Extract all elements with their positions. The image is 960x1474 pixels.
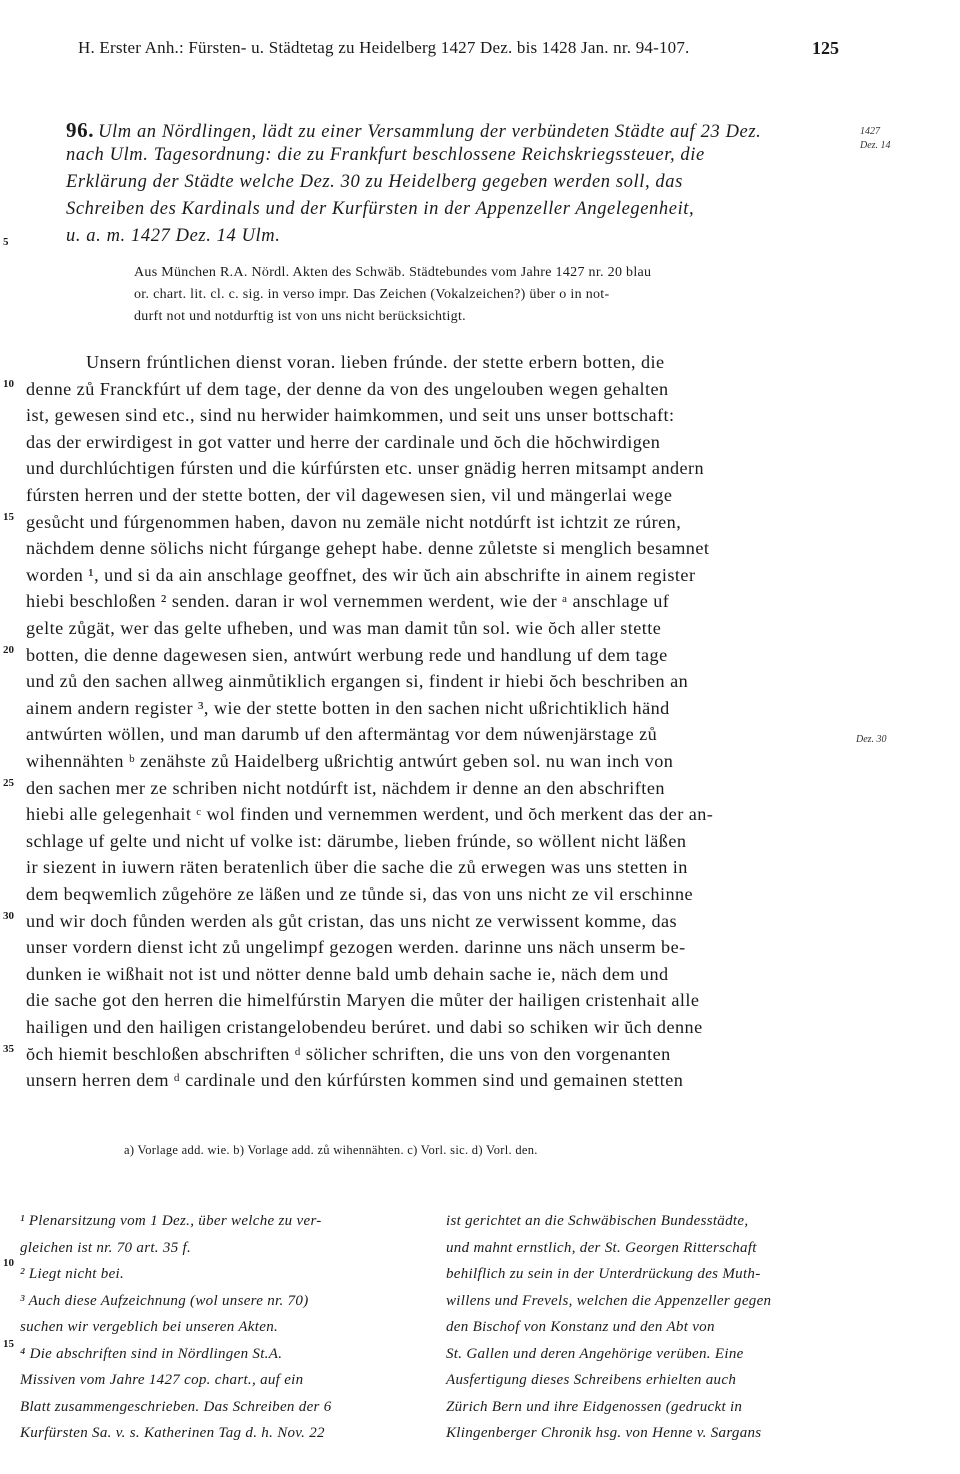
- body-line: worden ¹, und si da ain anschlage geoffnet, des wir ŭch ain abschrifte in ainem register: [26, 564, 696, 585]
- line-number-5: 5: [3, 236, 9, 248]
- body-line: dem beqwemlich zůgehöre ze läßen und ze tůnde si, das von uns nicht ze vil erschinne: [26, 884, 694, 904]
- body-line: denne zů Franckfúrt uf dem tage, der denne da von des ungelouben wegen gehalten: [26, 378, 669, 399]
- line-number-25: 25: [3, 777, 14, 789]
- body-line: Unsern frúntlichen dienst voran. lieben frúnde. der stette erbern botten, die: [86, 352, 665, 372]
- body-line: und zů den sachen allweg ainmůtiklich ergangen si, findent ir hiebi ŏch beschriben an: [26, 671, 689, 692]
- line-number-15: 15: [3, 511, 14, 523]
- page-number: 125: [812, 38, 839, 58]
- body-line: schlage uf gelte und nicht uf volke ist: därumbe, lieben frúnde, so wöllent nicht läßen: [26, 830, 687, 851]
- footnote-line-number-10: 10: [3, 1257, 14, 1269]
- footnote-right-line: Klingenberger Chronik hsg. von Henne v. Sargans: [446, 1425, 762, 1441]
- regest-line-3: Erklärung der Städte welche Dez. 30 zu Heidelberg gegeben werden soll, das: [66, 172, 683, 192]
- critical-apparatus: a) Vorlage add. wie. b) Vorlage add. zů wihennähten. c) Vorl. sic. d) Vorl. den.: [124, 1143, 538, 1157]
- body-line: fúrsten herren und der stette botten, der vil dagewesen sien, vil und mängerlai wege: [26, 485, 673, 505]
- footnote-left-line: Blatt zusammengeschrieben. Das Schreiben der 6: [20, 1398, 332, 1415]
- footnote-left-line: Kurfürsten Sa. v. s. Katherinen Tag d. h. Nov. 22: [20, 1425, 325, 1441]
- footnote-left-line: ² Liegt nicht bei.: [20, 1266, 125, 1282]
- body-line: gelte zůgät, wer das gelte ufheben, und was man damit tůn sol. wie ŏch aller stette: [26, 618, 662, 638]
- body-line: die sache got den herren die himelfúrstin Maryen die můter der hailigen cristenhait alle: [26, 990, 700, 1011]
- margin-date-year: 1427: [860, 126, 880, 137]
- body-line: wihennähten ᵇ zenähste zů Haidelberg ußrichtig antwúrt geben sol. nu wan inch von: [26, 751, 674, 771]
- body-line: und durchlúchtigen fúrsten und die kúrfúrsten etc. unser gnädig herren mitsampt andern: [26, 458, 705, 479]
- body-line: hailigen und den hailigen cristangelobendeu berúret. und dabi so schiken wir ŭch denne: [26, 1017, 703, 1037]
- body-line: unsern herren dem ᵈ cardinale und den kúrfúrsten kommen sind und gemainen stetten: [26, 1070, 684, 1091]
- body-line: unser vordern dienst icht zů ungelimpf gezogen werden. darinne uns näch unserm be-: [26, 937, 686, 958]
- footnote-right-line: willens und Frevels, welchen die Appenzeller gegen: [446, 1292, 772, 1309]
- body-line: botten, die denne dagewesen sien, antwúrt werbung rede und handlung uf dem tage: [26, 644, 668, 665]
- body-line: antwúrten wöllen, und man darumb uf den aftermäntag vor dem núwenjärstage zů: [26, 724, 658, 745]
- body-line: gesůcht und fúrgenommen haben, davon nu zemäle nicht notdúrft ist ichtzit ze rúren,: [26, 511, 682, 532]
- footnote-left-line: ⁴ Die abschriften sind in Nördlingen St.A.: [20, 1345, 283, 1362]
- footnote-left-line: suchen wir vergeblich bei unseren Akten.: [20, 1319, 279, 1335]
- body-line: ainem andern register ³, wie der stette botten in den sachen nicht ußrichtiklich händ: [26, 697, 670, 718]
- body-line: dunken ie wißhait not ist und nötter denne bald umb dehain sache ie, näch dem und: [26, 963, 669, 984]
- footnote-right-line: Ausfertigung dieses Schreibens erhielten auch: [446, 1372, 737, 1388]
- regest-line-5: u. a. m. 1427 Dez. 14 Ulm.: [66, 226, 281, 246]
- body-line: und wir doch fůnden werden als gůt cristan, das uns nicht ze verwissent komme, das: [26, 910, 678, 931]
- source-line-1: Aus München R.A. Nördl. Akten des Schwäb. Städtebundes vom Jahre 1427 nr. 20 blau: [134, 265, 652, 280]
- footnote-right-line: behilflich zu sein in der Unterdrückung des Muth-: [446, 1266, 761, 1282]
- margin-date-body: Dez. 30: [856, 734, 887, 745]
- document-number: 96.: [66, 118, 95, 142]
- body-line: hiebi beschloßen ² senden. daran ir wol vernemmen werdent, wie der ᵃ anschlage uf: [26, 591, 670, 612]
- footnote-right-line: ist gerichtet an die Schwäbischen Bundesstädte,: [446, 1213, 749, 1229]
- source-line-2: or. chart. lit. cl. c. sig. in verso impr. Das Zeichen (Vokalzeichen?) über o in not-: [134, 287, 610, 302]
- body-line: ŏch hiemit beschloßen abschriften ᵈ sölicher schriften, die uns von den vorgenanten: [26, 1043, 671, 1064]
- footnote-right-line: und mahnt ernstlich, der St. Georgen Ritterschaft: [446, 1239, 757, 1256]
- body-line: ir siezent in iuwern räten beratenlich über die sache die zů erwegen was uns stetten in: [26, 857, 688, 878]
- margin-date-day: Dez. 14: [860, 140, 891, 151]
- footnote-left-line: ³ Auch diese Aufzeichnung (wol unsere nr. 70): [20, 1292, 309, 1309]
- line-number-35: 35: [3, 1043, 14, 1055]
- footnote-right-line: St. Gallen und deren Angehörige verüben. Eine: [446, 1345, 744, 1362]
- regest-line-2: nach Ulm. Tagesordnung: die zu Frankfurt beschlossene Reichskriegssteuer, die: [66, 145, 705, 165]
- footnote-right-line: Zürich Bern und ihre Eidgenossen (gedruckt in: [446, 1398, 743, 1415]
- body-line: nächdem denne sölichs nicht fúrgange gehept habe. denne zůletste si menglich besamnet: [26, 538, 710, 559]
- footnote-left-line: ¹ Plenarsitzung vom 1 Dez., über welche zu ver-: [20, 1213, 322, 1229]
- line-number-30: 30: [3, 910, 14, 922]
- footnote-right-line: den Bischof von Konstanz und den Abt von: [446, 1319, 715, 1335]
- source-line-3: durft not und notdurftig ist von uns nicht berücksichtigt.: [134, 309, 466, 324]
- body-line: den sachen mer ze schriben nicht notdúrft ist, nächdem ir denne an den abschriften: [26, 777, 665, 798]
- footnote-left-line: Missiven vom Jahre 1427 cop. chart., auf ein: [20, 1372, 304, 1388]
- footnote-line-number-15: 15: [3, 1338, 14, 1350]
- body-line: ist, gewesen sind etc., sind nu herwider haimkommen, und seit uns unser bottschaft:: [26, 405, 675, 426]
- footnote-left-line: gleichen ist nr. 70 art. 35 f.: [20, 1239, 192, 1256]
- line-number-10: 10: [3, 378, 14, 390]
- body-line: hiebi alle gelegenhait ᶜ wol finden und vernemmen werdent, und ŏch merkent das der an-: [26, 804, 714, 825]
- regest-line-1: 96. Ulm an Nördlingen, lädt zu einer Versammlung der verbündeten Städte auf 23 Dez.: [66, 118, 762, 142]
- body-line: das der erwirdigest in got vatter und herre der cardinale und ŏch die hŏchwirdigen: [26, 431, 661, 452]
- regest-line-4: Schreiben des Kardinals und der Kurfürsten in der Appenzeller Angelegenheit,: [66, 199, 695, 219]
- line-number-20: 20: [3, 644, 14, 656]
- running-header: H. Erster Anh.: Fürsten- u. Städtetag zu Heidelberg 1427 Dez. bis 1428 Jan. nr. 94-107.: [78, 38, 690, 57]
